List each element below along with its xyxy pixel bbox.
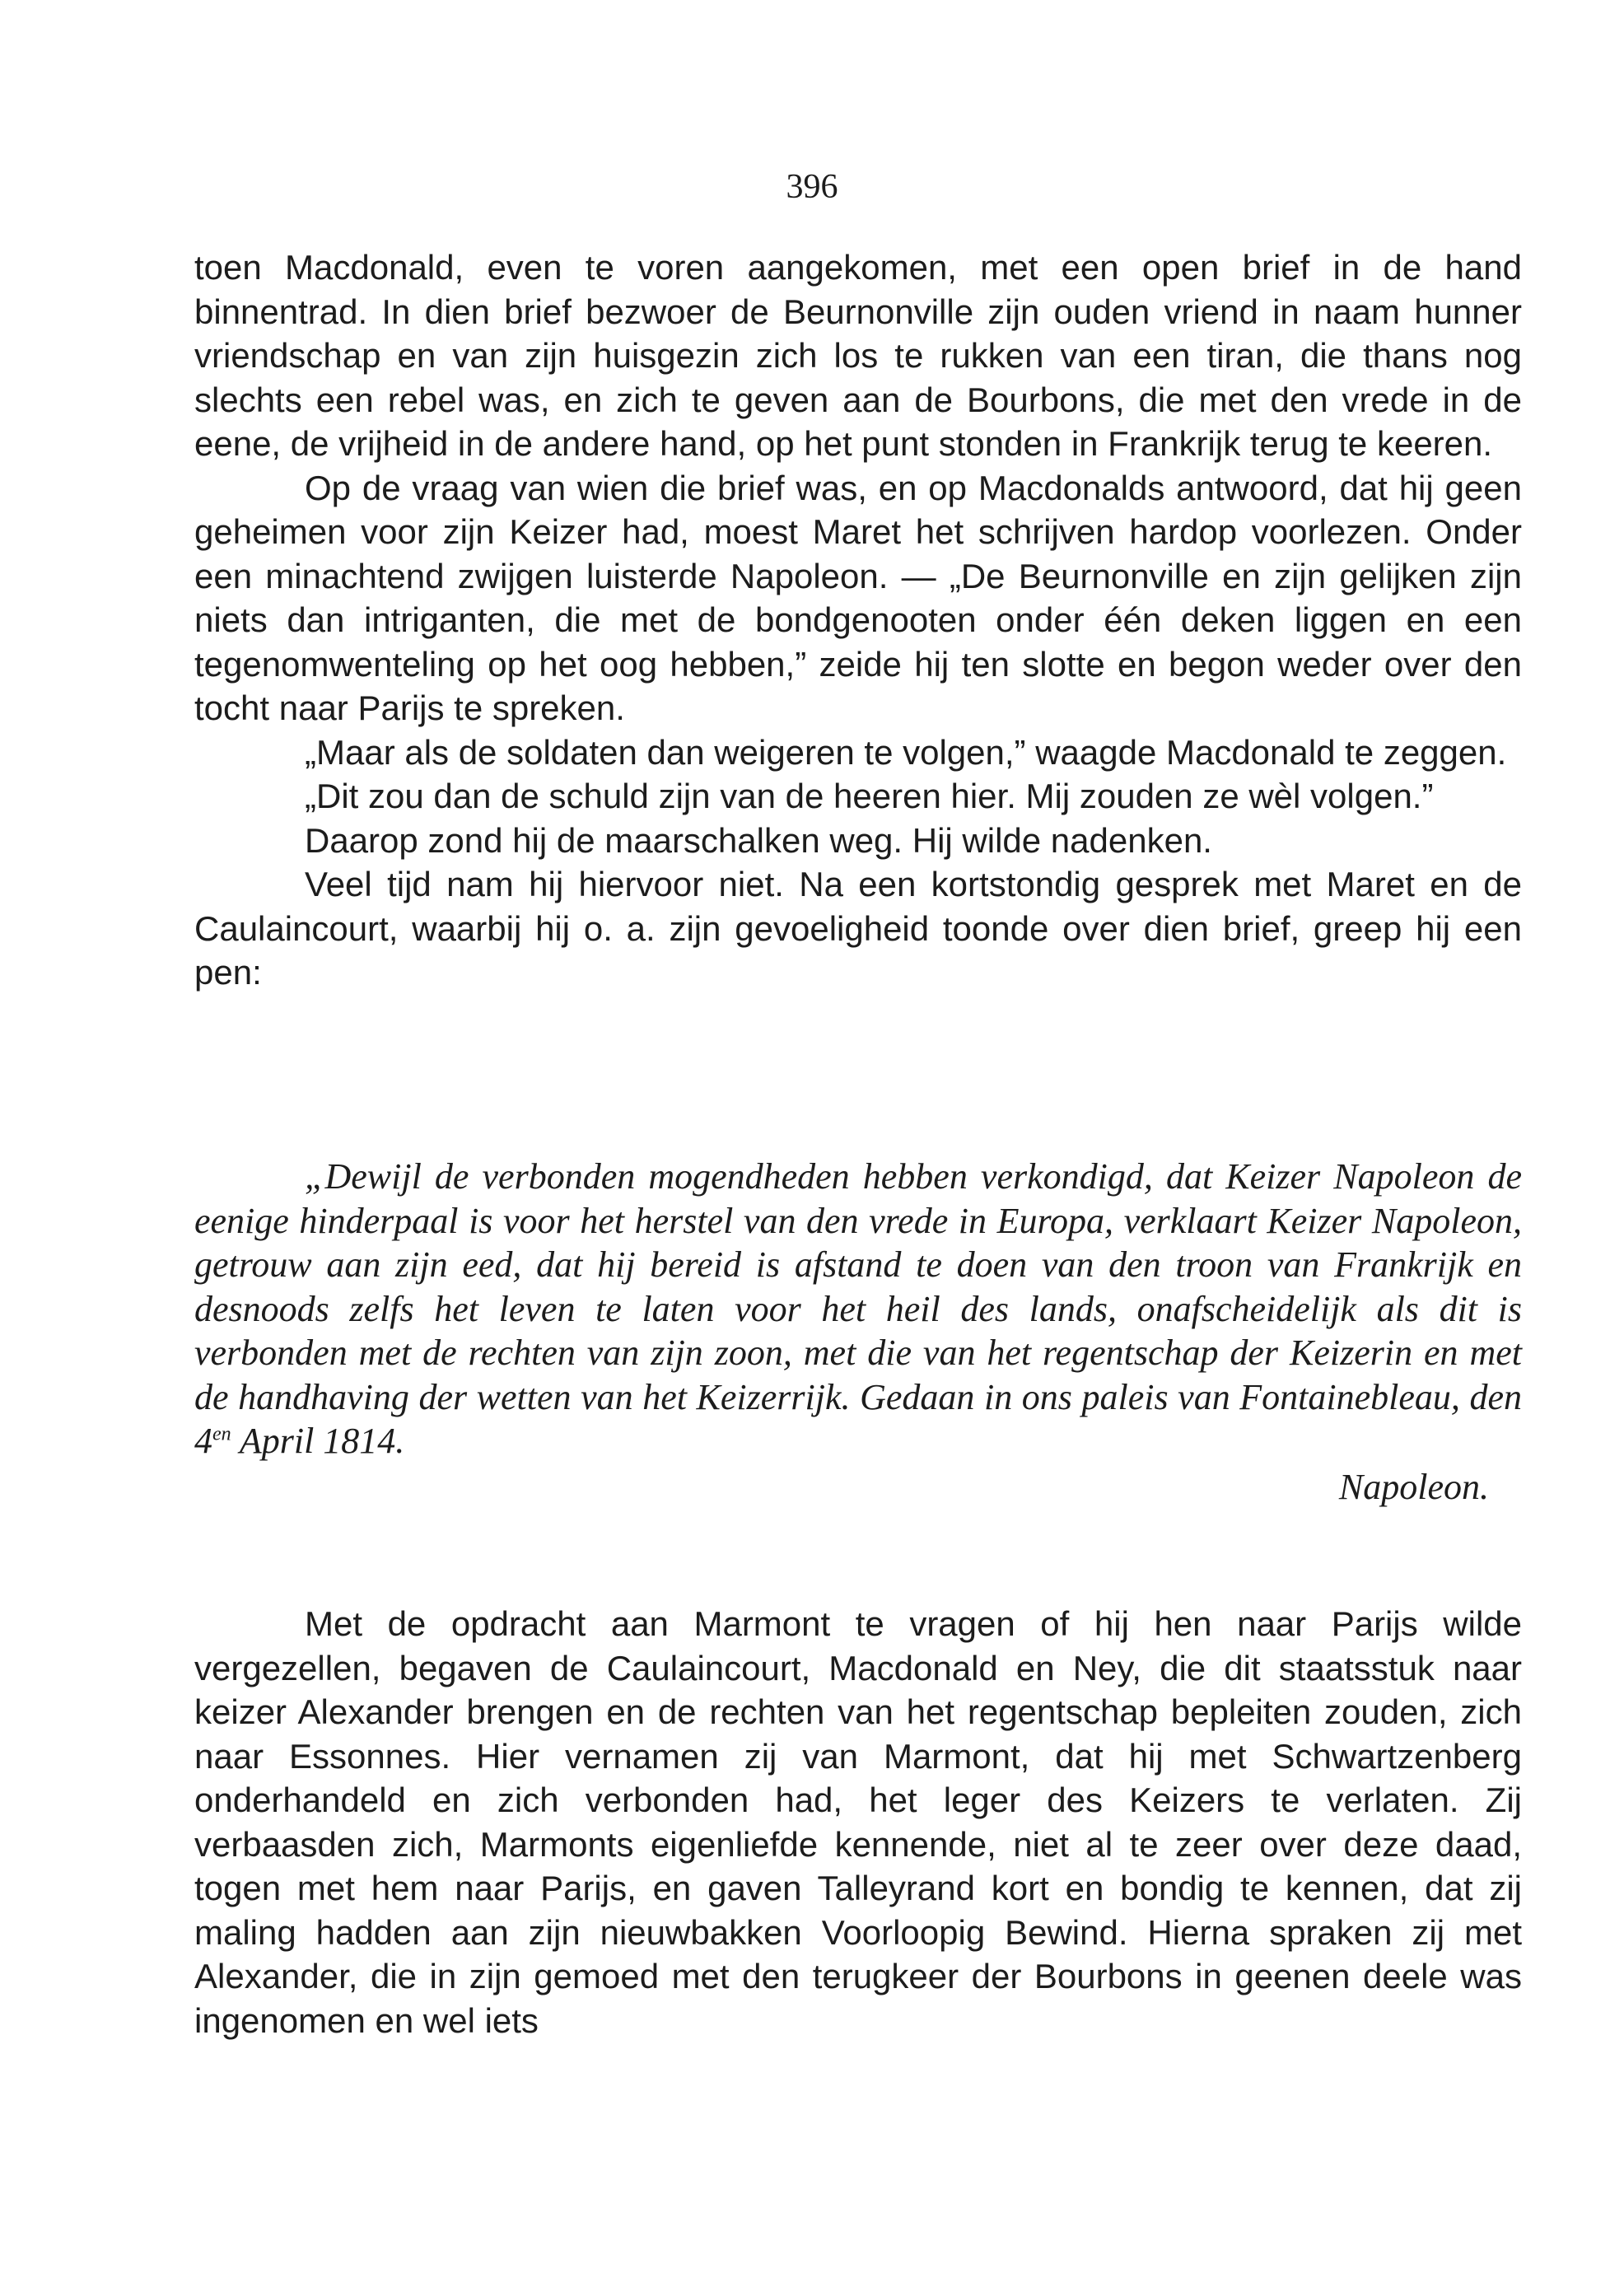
- decree-text-end: April 1814.: [231, 1421, 405, 1461]
- abdication-decree: [194, 1155, 1522, 1509]
- decree-signature: Napoleon.: [1338, 1466, 1489, 1507]
- decree-text-main: „Dewijl de verbonden mogendheden hebben verkondigd, dat Keizer Napoleon de eenige hinderpaal is voor het herstel van den vrede in Europa, verklaart Keizer Napoleon, getrouw aan zijn eed, dat hij bereid is afstand te doen van den troon van Frankrijk en desnoods zelfs het leven te laten voor het heil des lands, onafscheidelijk als dit is verbonden met de rechten van zijn zoon, met die van het regentschap der Keizerin en met de handhaving der wetten van het Keizerrijk. Gedaan in ons paleis van Fontainebleau, den 4: [194, 1156, 1522, 1461]
- body-text-top: [194, 245, 1522, 995]
- paragraph: Met de opdracht aan Marmont te vragen of hij hen naar Parijs wilde vergezellen, begaven de Caulaincourt, Macdonald en Ney, die dit staatsstuk naar keizer Alexander brengen en de rechten van het regentschap bepleiten zouden, zich naar Essonnes. Hier vernamen zij van Marmont, dat hij met Schwartzenberg onderhandeld en zich verbonden had, het leger des Keizers te verlaten. Zij verbaasden zich, Marmonts eigenliefde kennende, niet al te zeer over deze daad, togen met hem naar Parijs, en gaven Talleyrand kort en bondig te kennen, dat zij maling hadden aan zijn nieuwbakken Voorloopig Bewind. Hierna spraken zij met Alexander, die in zijn gemoed met den terugkeer der Bourbons in geenen deele was ingenomen en wel iets: [194, 1604, 1522, 2040]
- page-number: 396: [786, 168, 838, 206]
- decree-date-superscript: en: [212, 1423, 231, 1445]
- paragraph: Daarop zond hij de maarschalken weg. Hij wilde nadenken.: [305, 820, 1212, 860]
- body-text-bottom: [194, 1602, 1522, 2042]
- paragraph: Veel tijd nam hij hiervoor niet. Na een kortstondig gesprek met Maret en de Caulaincourt, waarbij hij o. a. zijn gevoeligheid toonde over dien brief, greep hij een pen:: [194, 865, 1522, 992]
- decree-text: [194, 1155, 1522, 1463]
- paragraph: Op de vraag van wien die brief was, en op Macdonalds antwoord, dat hij geen geheimen voor zijn Keizer had, moest Maret het schrijven hardop voorlezen. Onder een minachtend zwijgen luisterde Napoleon. — „De Beurnonville en zijn gelijken zijn niets dan intriganten, die met de bondgenooten onder één deken liggen en een tegenomwenteling op het oog hebben,” zeide hij ten slotte en begon weder over den tocht naar Parijs te spreken.: [194, 468, 1522, 727]
- paragraph: toen Macdonald, even te voren aangekomen, met een open brief in de hand binnentrad. In dien brief bezwoer de Beurnonville zijn ouden vriend in naam hunner vriendschap en van zijn huisgezin zich los te rukken van een tiran, die thans nog slechts een rebel was, en zich te geven aan de Bourbons, die met den vrede in de eene, de vrijheid in de andere hand, op het punt stonden in Frankrijk terug te keeren.: [194, 248, 1522, 463]
- paragraph: „Maar als de soldaten dan weigeren te volgen,” waagde Macdonald te zeggen.: [305, 732, 1507, 772]
- paragraph: „Dit zou dan de schuld zijn van de heeren hier. Mij zouden ze wèl volgen.”: [305, 777, 1434, 815]
